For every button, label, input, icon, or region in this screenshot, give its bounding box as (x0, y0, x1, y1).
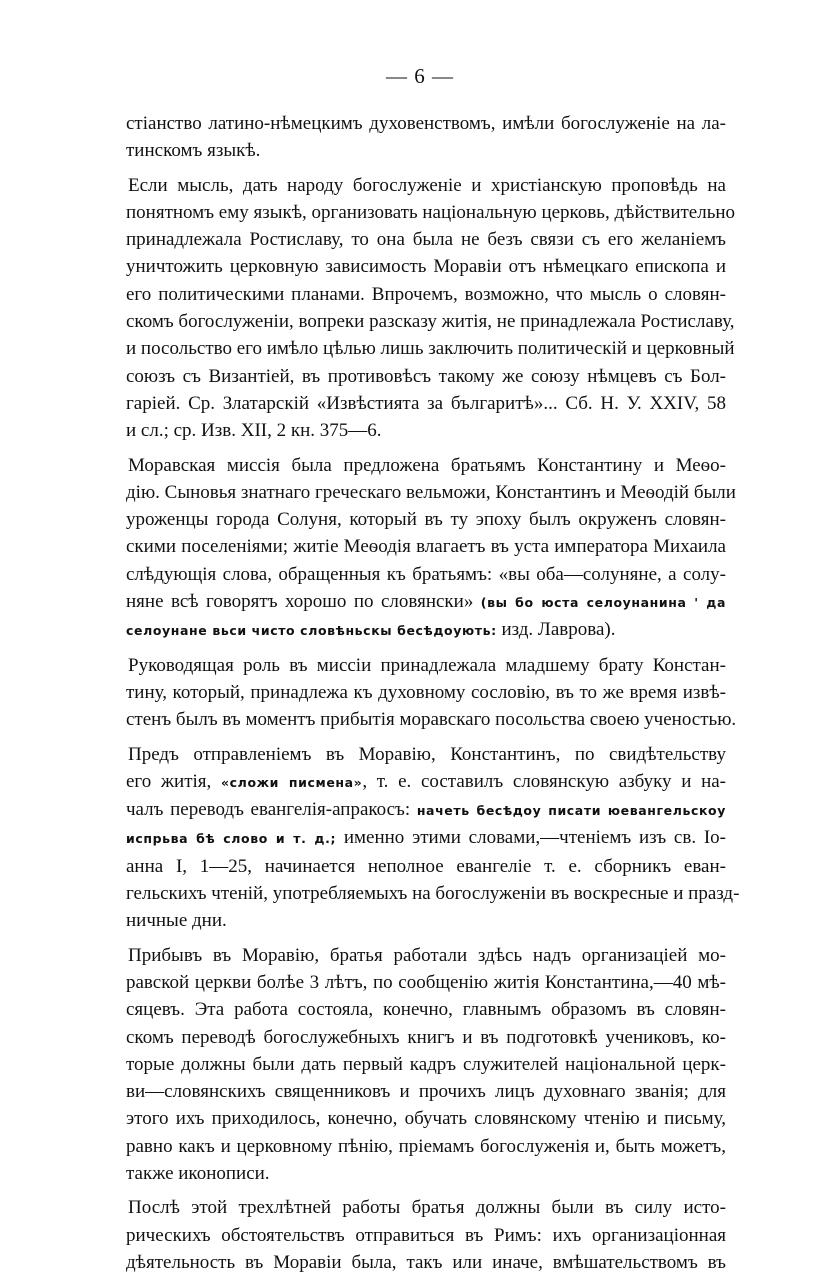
text-line: слѣдующія слова, обращенныя къ братьямъ: «вы оба—солуняне, а солу- (126, 563, 726, 585)
slavonic-quote: «сложи писмена» (221, 774, 363, 790)
text-line: скими поселеніями; житіе Меѳодія влагаетъ въ уста императора Михаила (126, 536, 726, 558)
text-line: уроженцы города Солуня, который въ ту эпоху былъ окруженъ словян- (126, 509, 726, 531)
text-line: тинскомъ языкѣ. (126, 140, 261, 162)
text-line (126, 796, 726, 824)
text-line (126, 588, 726, 616)
paragraph (126, 452, 736, 645)
text-line: ничные дни. (126, 910, 227, 932)
text-line: Прибывъ въ Моравію, братья работали здѣсь надъ организаціей мо- (128, 944, 726, 966)
text-line: Моравская миссія была предложена братьямъ Константину и Меѳо- (128, 454, 726, 476)
paragraph (126, 172, 736, 445)
text-segment: его житія, (126, 770, 212, 792)
text-line: равно какъ и церковному пѣнію, пріемамъ богослуженія и, быть можетъ, (126, 1135, 726, 1157)
text-line: анна I, 1—25, начинается неполное евангеліе т. е. сборникъ еван- (126, 855, 726, 877)
text-line: дѣятельность въ Моравіи была, такъ или иначе, вмѣшательствомъ въ (126, 1251, 726, 1273)
text-line: скомъ переводѣ богослужебныхъ книгъ и въ подготовкѣ учениковъ, ко- (126, 1026, 726, 1048)
text-line: ви—словянскихъ священниковъ и прочихъ лицъ духовнаго званія; для (126, 1081, 726, 1103)
text-line: уничтожить церковную зависимость Моравіи отъ нѣмецкаго епископа и (126, 256, 726, 278)
slavonic-quote: испрьва бѣ слово и т. д.; (126, 831, 337, 847)
text-segment: именно этими словами,—чтеніемъ изъ св. Іо- (336, 827, 726, 849)
slavonic-quote: (вы бо юста селоунанина ' да (480, 595, 727, 611)
page-number-header: — 6 — (386, 64, 454, 88)
text-line: Предъ отправленіемъ въ Моравію, Константинъ, по свидѣтельству (128, 743, 726, 765)
slavonic-quote: селоунане вьси чисто словѣньскы бесѣдоують: (126, 623, 497, 639)
text-line: сяцевъ. Эта работа состояла, конечно, главнымъ образомъ въ словян- (126, 999, 726, 1021)
text-line: тину, который, принадлежа къ духовному сословію, въ то же время извѣ- (126, 681, 726, 703)
text-line: Если мысль, дать народу богослуженіе и христіанскую проповѣдь на (128, 174, 726, 196)
text-line: Послѣ этой трехлѣтней работы братья должны были въ силу исто- (128, 1197, 726, 1219)
slavonic-quote: начеть бесѣдоу писати юевангельскоу (416, 803, 726, 819)
text-line (126, 768, 726, 796)
text-segment: няне всѣ говорятъ хорошо по словянски» (126, 591, 474, 613)
text-line: торые должны были дать первый кадръ служителей національной церк- (126, 1053, 726, 1075)
text-line (126, 616, 726, 644)
text-line: скомъ богослуженіи, вопреки разсказу житія, не принадлежала Ростиславу, (126, 311, 735, 333)
text-line: гаріей. Ср. Златарскій «Извѣстията за българитѣ»... Сб. Н. У. XXIV, 58 (126, 392, 726, 414)
text-line (126, 824, 726, 852)
text-line: гельскихъ чтеній, употребляемыхъ на богослуженіи въ воскресные и празд- (126, 883, 740, 905)
text-segment: чалъ переводъ евангелія-апракосъ: (126, 799, 411, 821)
text-line: и посольство его имѣло цѣлью лишь заключить политическій и церковный (126, 338, 735, 360)
text-segment: изд. Лаврова). (496, 619, 616, 641)
text-line: принадлежала Ростиславу, то она была не безъ связи съ его желаніемъ (126, 229, 726, 251)
body-text (126, 110, 740, 1283)
text-line: его политическими планами. Впрочемъ, возможно, что мысль о словян- (126, 283, 726, 305)
text-line: рическихъ обстоятельствъ отправиться въ Римъ: ихъ организаціонная (126, 1224, 726, 1246)
text-line: также иконописи. (126, 1162, 270, 1184)
text-line: и сл.; ср. Изв. XII, 2 кн. 375—6. (126, 420, 382, 442)
paragraph (126, 110, 726, 165)
text-line: стенъ былъ въ моментъ прибытія моравскаго посольства своею ученостью. (126, 709, 737, 731)
paragraph (126, 741, 740, 935)
text-line: стіанство латино-нѣмецкимъ духовенствомъ, имѣли богослуженіе на ла- (126, 113, 726, 134)
text-line: понятномъ ему языкѣ, организовать національную церковь, дѣйствительно (126, 201, 736, 223)
text-segment: , т. е. составилъ словянскую азбуку и на- (362, 770, 726, 792)
text-line: дію. Сыновья знатнаго греческаго вельможи, Константинъ и Меѳодій были (126, 481, 736, 503)
paragraph (126, 1194, 726, 1276)
text-line: союзъ съ Византіей, въ противовѣсъ такому же союзу нѣмцевъ съ Бол- (126, 365, 726, 387)
paragraph (126, 652, 737, 734)
text-line: этого ихъ приходилось, конечно, обучать словянскому чтенію и письму, (126, 1108, 726, 1130)
text-line: Руководящая роль въ миссіи принадлежала младшему брату Констан- (128, 654, 726, 676)
paragraph (126, 942, 726, 1188)
text-line: равской церкви болѣе 3 лѣтъ, по сообщенію житія Константина,—40 мѣ- (126, 971, 726, 993)
